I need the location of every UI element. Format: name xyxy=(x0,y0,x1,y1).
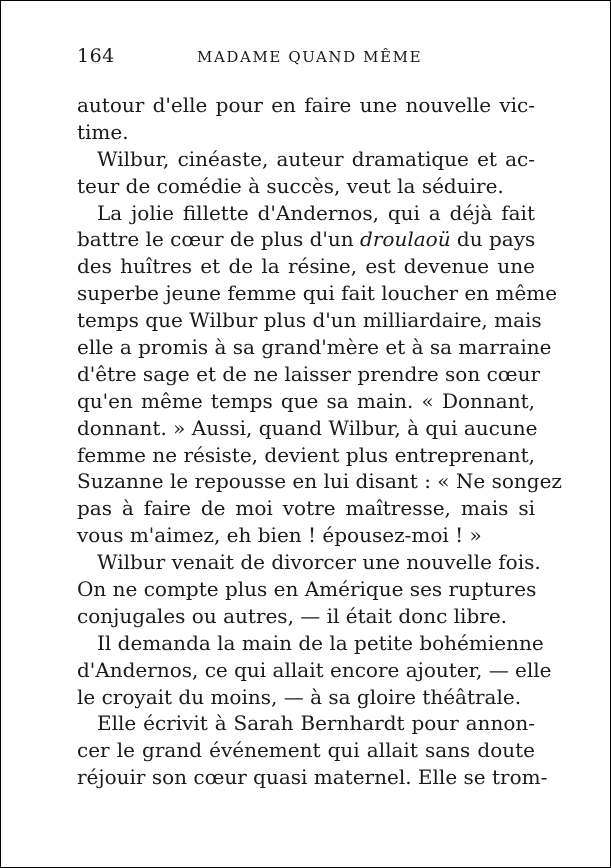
page-number: 164 xyxy=(77,45,115,67)
running-head: MADAME QUAND MÊME xyxy=(197,48,423,66)
text-line: teur de comédie à succès, veut la séduire. xyxy=(77,173,504,198)
text-line: time. xyxy=(77,119,129,144)
text-line: vous m'aimez, eh bien ! épousez-moi ! » xyxy=(77,523,482,548)
text-line: conjugales ou autres, — il était donc libre. xyxy=(77,603,508,628)
text-line: La jolie fillette d'Andernos, qui a déjà fait xyxy=(97,200,535,225)
text-line: On ne compte plus en Amérique ses ruptures xyxy=(77,577,537,602)
text-line: des huîtres et de la résine, est devenue une xyxy=(77,254,535,279)
text-line: Suzanne le repousse en lui disant : « Ne songez xyxy=(77,469,562,494)
text-line: d'Andernos, ce qui allait encore ajouter, — elle xyxy=(77,657,552,682)
text-line: autour d'elle pour en faire une nouvelle vic- xyxy=(77,93,535,117)
text-line: Il demanda la main de la petite bohémienne xyxy=(97,630,544,655)
page-header xyxy=(77,45,537,73)
text-line: battre le cœur de plus d'un droulaoü du pays xyxy=(77,227,536,252)
text-line: temps que Wilbur plus d'un milliardaire, mais xyxy=(77,308,542,333)
text-line: donnant. » Aussi, quand Wilbur, à qui aucune xyxy=(77,415,538,440)
text-line: elle a promis à sa grand'mère et à sa marraine xyxy=(77,335,552,360)
text-line: qu'en même temps que sa main. « Donnant, xyxy=(77,388,535,413)
text-line: femme ne résiste, devient plus entreprenant, xyxy=(77,442,535,467)
italic-word: droulaoü xyxy=(360,227,451,252)
text-line: le croyait du moins, — à sa gloire théâtrale. xyxy=(77,684,522,709)
text-line: d'être sage et de ne laisser prendre son cœur xyxy=(77,361,541,386)
text-line: Elle écrivit à Sarah Bernhardt pour annon- xyxy=(97,711,535,736)
text-line: pas à faire de moi votre maîtresse, mais si xyxy=(77,496,535,521)
text-line: superbe jeune femme qui fait loucher en même xyxy=(77,281,558,306)
text-line: cer le grand événement qui allait sans doute xyxy=(77,738,535,763)
text-line: Wilbur venait de divorcer une nouvelle fois. xyxy=(97,550,541,575)
text-line: réjouir son cœur quasi maternel. Elle se trom- xyxy=(77,765,548,790)
page-body-text xyxy=(77,92,562,791)
text-line: Wilbur, cinéaste, auteur dramatique et ac- xyxy=(97,146,535,171)
